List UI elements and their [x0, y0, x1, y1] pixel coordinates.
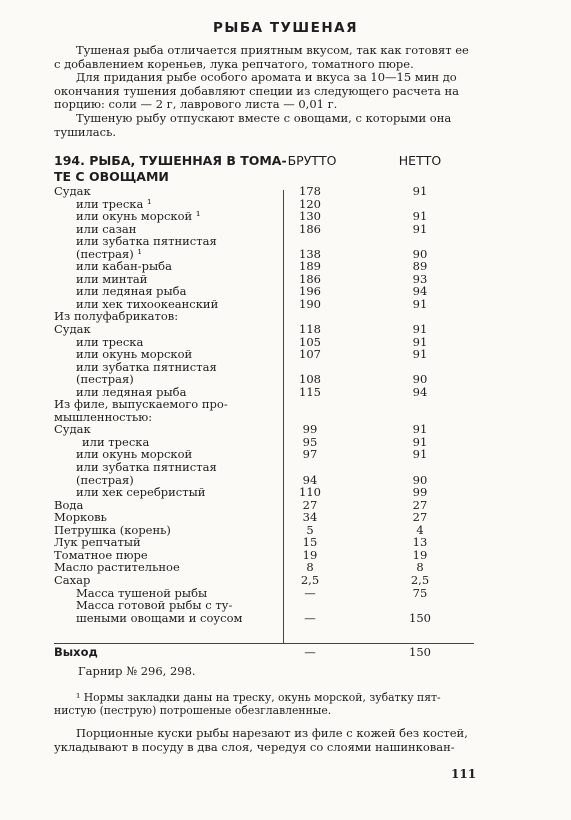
table-row [54, 612, 474, 625]
brutto-value: 108 [299, 372, 321, 387]
intro-line: порцию: соли — 2 г, лаврового листа — 0,01 г. [54, 97, 338, 112]
table-row [54, 185, 474, 198]
table-row [54, 536, 474, 549]
table-row [54, 210, 474, 223]
brutto-value: 19 [302, 547, 318, 562]
table-row [54, 260, 474, 273]
brutto-value: 8 [306, 560, 314, 575]
brutto-value: 120 [299, 196, 321, 211]
ingredient-name: мышленностью: [54, 409, 153, 424]
recipe-title-line-2: ТЕ С ОВОЩАМИ [54, 169, 169, 184]
ingredient-name: Масло растительное [54, 560, 180, 575]
column-header-brutto: БРУТТО [287, 153, 337, 168]
netto-value: 27 [412, 497, 428, 512]
brutto-value: 130 [299, 209, 321, 224]
table-row [54, 511, 474, 524]
outro-line: укладывают в посуду в два слоя, чередуя со слоями нашинкован- [54, 739, 455, 754]
ingredient-name: или зубатка пятнистая [76, 359, 217, 374]
table-row [54, 411, 474, 424]
brutto-value: 99 [302, 422, 318, 437]
table-rule-right [283, 643, 474, 644]
intro-line: окончания тушения добавляют специи из следующего расчета на [54, 83, 459, 98]
brutto-value: — [304, 585, 316, 600]
ingredient-name: Из филе, выпускаемого про- [54, 397, 228, 412]
intro-line: Тушеная рыба отличается приятным вкусом, так как готовят ее [76, 43, 469, 57]
ingredient-name: или окунь морской [76, 447, 193, 462]
netto-value: 8 [416, 560, 424, 575]
ingredient-name: или ледяная рыба [76, 384, 187, 399]
brutto-value: 178 [299, 184, 321, 198]
brutto-value: 94 [302, 472, 318, 487]
table-row [54, 461, 474, 474]
ingredient-name: Вода [54, 497, 84, 512]
brutto-value: 118 [299, 322, 321, 337]
netto-value: 27 [412, 510, 428, 525]
netto-value: 91 [412, 434, 428, 449]
brutto-value: 186 [299, 271, 321, 286]
outro-paragraph [54, 727, 474, 754]
netto-value: 91 [412, 184, 428, 198]
brutto-value: — [304, 610, 316, 625]
table-row [54, 323, 474, 336]
brutto-value: 2,5 [300, 572, 320, 587]
column-header-netto: НЕТТО [398, 153, 442, 168]
ingredient-name: или минтай [76, 271, 148, 286]
netto-value: 150 [409, 610, 431, 625]
ingredient-name: (пестрая) [76, 472, 134, 487]
ingredient-name: или ледяная рыба [76, 284, 187, 299]
netto-value: 91 [412, 447, 428, 462]
brutto-value: 186 [299, 221, 321, 236]
ingredient-table [54, 185, 474, 624]
intro-line: Для придания рыбе особого аромата и вкуса за 10—15 мин до [76, 70, 457, 85]
brutto-value: 107 [299, 347, 321, 362]
ingredient-name: Сахар [54, 572, 91, 587]
ingredient-name: или треска ¹ [76, 196, 152, 211]
netto-value: 4 [416, 522, 424, 537]
table-row [54, 373, 474, 386]
recipe-title [54, 153, 287, 185]
ingredient-name: шеными овощами и соусом [76, 610, 243, 625]
netto-value: 99 [412, 485, 428, 500]
netto-value: 90 [412, 372, 428, 387]
ingredient-name: Масса готовой рыбы с ту- [76, 598, 233, 613]
table-row [54, 499, 474, 512]
netto-value: 94 [412, 384, 428, 399]
netto-value: 91 [412, 209, 428, 224]
brutto-value: 105 [299, 334, 321, 349]
ingredient-name: или треска [76, 334, 144, 349]
netto-value: 13 [412, 535, 428, 550]
intro-line: с добавлением кореньев, лука репчатого, томатного пюре. [54, 56, 414, 71]
netto-value: 91 [412, 334, 428, 349]
netto-value: 2,5 [410, 572, 430, 587]
output-netto: 150 [409, 645, 431, 659]
brutto-value: 34 [302, 510, 318, 525]
netto-value: 90 [412, 472, 428, 487]
table-row [54, 574, 474, 587]
footnote-line: нистую (пеструю) потрошеные обезглавленные. [54, 704, 332, 717]
page-number: 111 [451, 767, 477, 781]
output-row [54, 645, 474, 661]
ingredient-name: Судак [54, 322, 91, 337]
ingredient-name: или зубатка пятнистая [76, 234, 217, 249]
table-row [54, 310, 474, 323]
table-row [54, 599, 474, 612]
footnote-line: ¹ Нормы закладки даны на треску, окунь морской, зубатку пят- [76, 691, 441, 704]
brutto-value: 115 [299, 384, 321, 399]
table-row [54, 486, 474, 499]
ingredient-name: или кабан-рыба [76, 259, 172, 274]
ingredient-name: Судак [54, 184, 91, 198]
intro-line: Тушеную рыбу отпускают вместе с овощами, с которыми она [76, 110, 452, 125]
ingredient-name: или хек серебристый [76, 485, 206, 500]
ingredient-name: Томатное пюре [54, 547, 148, 562]
netto-value: 91 [412, 296, 428, 311]
brutto-value: 110 [299, 485, 321, 500]
ingredient-name: (пестрая) [76, 372, 134, 387]
netto-value: 91 [412, 347, 428, 362]
ingredient-name: Морковь [54, 510, 107, 525]
ingredient-name: Судак [54, 422, 91, 437]
ingredient-name: Из полуфабрикатов: [54, 309, 179, 324]
netto-value: 90 [412, 246, 428, 261]
table-rule-left [54, 643, 283, 644]
netto-value: 89 [412, 259, 428, 274]
netto-value: 91 [412, 422, 428, 437]
ingredient-name: или зубатка пятнистая [76, 460, 217, 475]
ingredient-name: Масса тушеной рыбы [76, 585, 208, 600]
netto-value: 94 [412, 284, 428, 299]
brutto-value: 190 [299, 296, 321, 311]
ingredient-name: Петрушка (корень) [54, 522, 171, 537]
brutto-value: 27 [302, 497, 318, 512]
ingredient-name: (пестрая) ¹ [76, 246, 142, 261]
intro-line: тушилась. [54, 124, 117, 139]
table-row [54, 398, 474, 411]
table-row [54, 235, 474, 248]
netto-value: 91 [412, 221, 428, 236]
page-title: РЫБА ТУШЕНАЯ [213, 20, 358, 36]
garnish-note: Гарнир № 296, 298. [78, 664, 196, 678]
ingredient-name: Лук репчатый [54, 535, 141, 550]
ingredient-name: или окунь морской ¹ [76, 209, 201, 224]
outro-line: Порционные куски рыбы нарезают из филе с кожей без костей, [76, 726, 468, 740]
intro-paragraph [54, 44, 474, 139]
brutto-value: 95 [302, 434, 318, 449]
ingredient-name: или хек тихоокеанский [76, 296, 219, 311]
footnote [54, 691, 474, 717]
netto-value: 75 [412, 585, 428, 600]
recipe-title-line-1: 194. РЫБА, ТУШЕННАЯ В ТОМА- [54, 153, 287, 168]
ingredient-name: или окунь морской [76, 347, 193, 362]
brutto-value: 189 [299, 259, 321, 274]
ingredient-name: или сазан [76, 221, 137, 236]
netto-value: 91 [412, 322, 428, 337]
brutto-value: 15 [302, 535, 318, 550]
brutto-value: 5 [306, 522, 314, 537]
output-label: Выход [54, 645, 98, 659]
brutto-value: 97 [302, 447, 318, 462]
table-row [54, 348, 474, 361]
brutto-value: 196 [299, 284, 321, 299]
ingredient-name: или треска [82, 434, 150, 449]
brutto-value: 138 [299, 246, 321, 261]
netto-value: 93 [412, 271, 428, 286]
output-brutto: — [304, 645, 316, 659]
netto-value: 19 [412, 547, 428, 562]
